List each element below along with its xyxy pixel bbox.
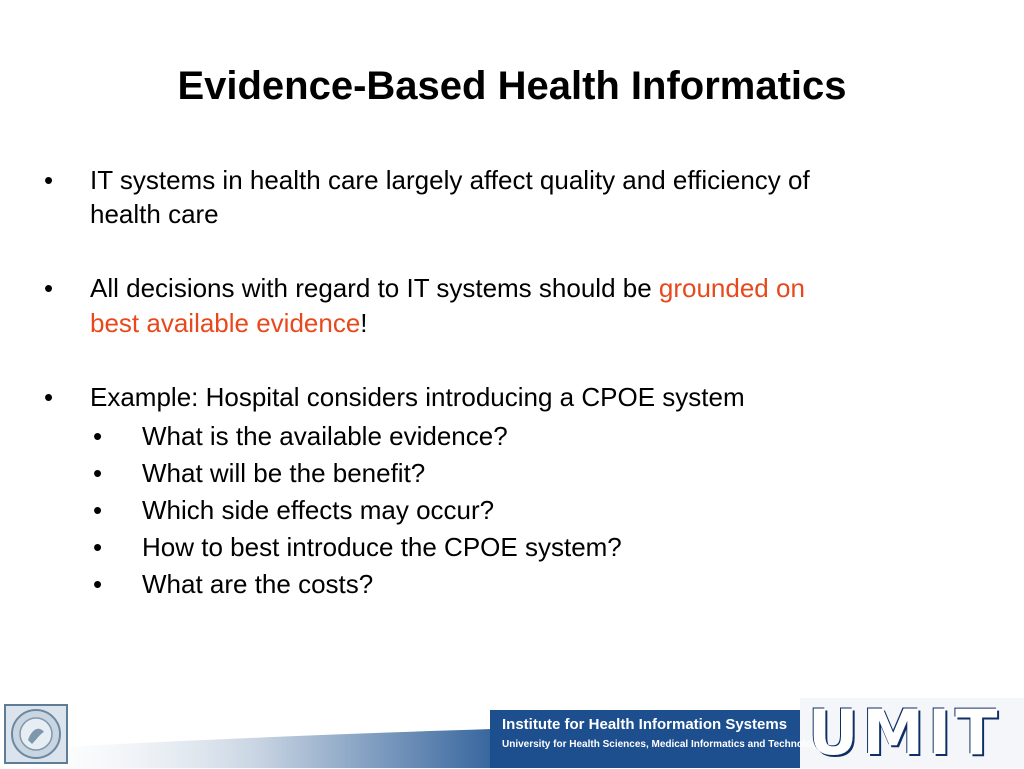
bullet-2-highlight-2: best available evidence xyxy=(90,308,361,338)
sub-bullet-5: What are the costs? xyxy=(142,569,374,599)
sub-bullet-4: How to best introduce the CPOE system? xyxy=(142,532,622,562)
slide: Evidence-Based Health Informatics • IT systems in health care largely affect quality and efficiency of health care • All decisions with regard to IT systems should be grounded on best available evidence! • Example: Hospital considers introducing a CPOE system • What is the available evidence? • What will be the benefit? • Which side effects may occur? • How to best introduce the CPOE system? • What are the costs? Institute for Health Information Systems University for Health Sciences, Medical Informatics and Technology UMIT xyxy=(0,0,1024,768)
slide-title: Evidence-Based Health Informatics xyxy=(177,64,847,108)
bullet-2-text: All decisions with regard to IT systems should be xyxy=(90,273,659,303)
bullet-1-line-1: IT systems in health care largely affect quality and efficiency of xyxy=(90,165,810,195)
bullet-2-line-1 xyxy=(90,270,805,306)
institute-name: Institute for Health Information Systems xyxy=(502,716,788,733)
university-name: University for Health Sciences, Medical Informatics and Technology xyxy=(502,739,824,750)
sub-bullet-3: Which side effects may occur? xyxy=(142,495,495,525)
bullet-glyph: • xyxy=(44,382,54,412)
footer-banner xyxy=(0,698,1024,768)
bullet-2-exclamation: ! xyxy=(360,308,368,338)
bullet-glyph: • xyxy=(44,165,54,195)
university-seal-icon xyxy=(4,704,68,764)
sub-bullet-2: What will be the benefit? xyxy=(142,458,426,488)
sub-bullet-1: What is the available evidence? xyxy=(142,421,508,451)
bullet-2-highlight-1: grounded on xyxy=(658,273,805,303)
umit-logo xyxy=(808,696,1002,769)
bullet-glyph: • xyxy=(44,273,54,303)
seal-graphic xyxy=(6,706,66,762)
bullet-1-line-2: health care xyxy=(90,199,219,229)
umit-logo-text: UMIT xyxy=(808,696,1002,769)
bullet-3-line-1: Example: Hospital considers introducing a CPOE system xyxy=(90,382,745,412)
bullet-2-line-2 xyxy=(90,305,368,341)
